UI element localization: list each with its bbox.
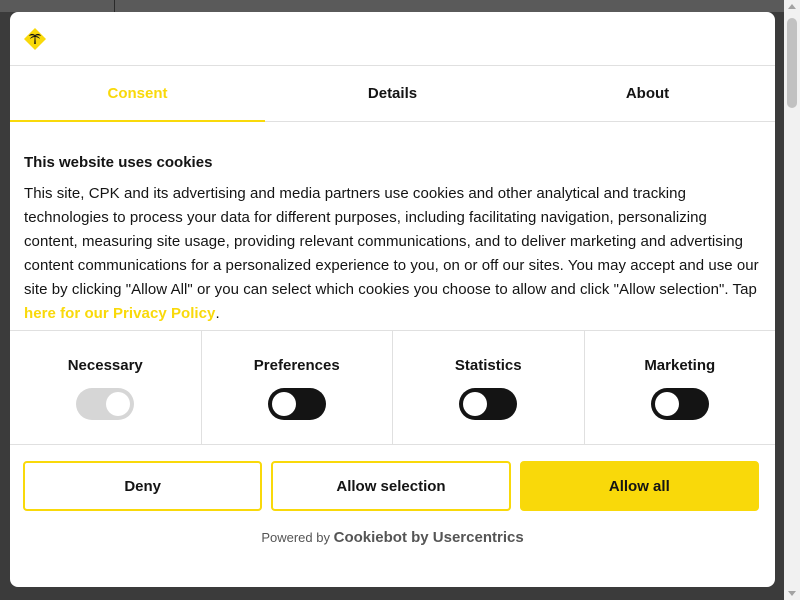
category-preferences-label: Preferences bbox=[253, 357, 340, 374]
cookie-consent-dialog bbox=[10, 12, 775, 587]
allow-all-button[interactable]: Allow all bbox=[520, 461, 759, 511]
consent-body-text bbox=[24, 182, 761, 326]
scroll-thumb[interactable] bbox=[787, 18, 797, 108]
statistics-toggle[interactable] bbox=[459, 388, 517, 420]
action-buttons bbox=[10, 445, 775, 511]
dialog-header bbox=[10, 12, 775, 66]
page-scrollbar[interactable] bbox=[784, 0, 800, 600]
powered-by-text: Powered by bbox=[261, 530, 330, 545]
tab-about[interactable]: About bbox=[625, 85, 670, 102]
consent-heading: This website uses cookies bbox=[24, 154, 213, 171]
scroll-down-icon[interactable] bbox=[788, 591, 796, 596]
toggle-knob bbox=[272, 392, 296, 416]
palm-tree-logo-icon bbox=[24, 28, 46, 50]
deny-button[interactable]: Deny bbox=[23, 461, 262, 511]
consent-description: This site, CPK and its advertising and media partners use cookies and other analytical and tracking technologies to process your data for different purposes, including facilitating navigation, personalizing content, measuring site usage, providing relevant communications, and to deliver marketing and advertising content communications for a personalized experience to you, on or off our sites. You may accept and use our site by clicking "Allow All" or you can select which cookies you choose to allow and click "Allow selection". Tap bbox=[24, 185, 759, 298]
cookiebot-brand-link[interactable]: Cookiebot by Usercentrics bbox=[333, 529, 524, 546]
tab-bar bbox=[10, 66, 775, 122]
tab-consent[interactable]: Consent bbox=[10, 66, 265, 121]
consent-body-end: . bbox=[215, 305, 220, 322]
category-necessary bbox=[10, 331, 202, 444]
toggle-knob bbox=[106, 392, 130, 416]
powered-by-footer bbox=[10, 529, 775, 546]
consent-content bbox=[10, 122, 775, 331]
category-marketing bbox=[585, 331, 776, 444]
category-preferences bbox=[202, 331, 394, 444]
necessary-toggle bbox=[76, 388, 134, 420]
preferences-toggle[interactable] bbox=[268, 388, 326, 420]
toggle-knob bbox=[463, 392, 487, 416]
allow-selection-button[interactable]: Allow selection bbox=[271, 461, 510, 511]
cookie-category-toggles bbox=[10, 331, 775, 445]
category-statistics bbox=[393, 331, 585, 444]
marketing-toggle[interactable] bbox=[651, 388, 709, 420]
toggle-knob bbox=[655, 392, 679, 416]
tab-details[interactable]: Details bbox=[367, 85, 418, 102]
category-marketing-label: Marketing bbox=[644, 357, 716, 374]
category-necessary-label: Necessary bbox=[67, 357, 143, 374]
category-statistics-label: Statistics bbox=[454, 357, 522, 374]
privacy-policy-link[interactable]: here for our Privacy Policy bbox=[24, 305, 216, 322]
scroll-up-icon[interactable] bbox=[788, 4, 796, 9]
background-page-bar bbox=[0, 0, 784, 12]
